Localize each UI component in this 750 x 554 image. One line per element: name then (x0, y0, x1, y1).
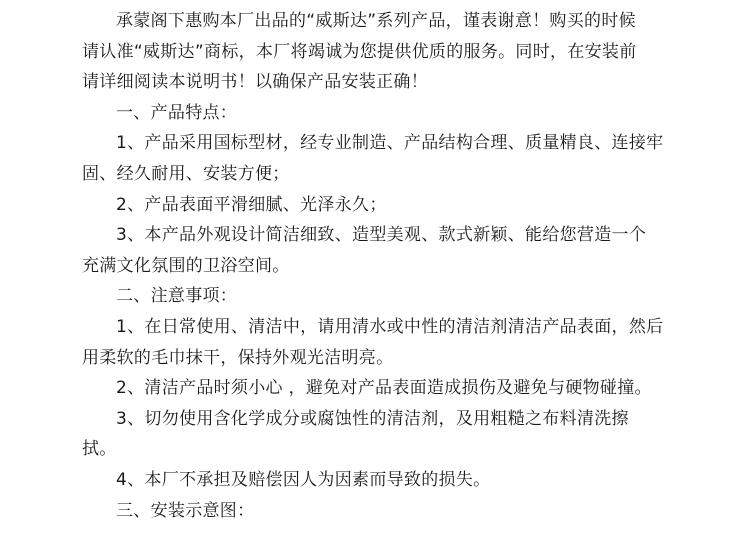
feature-item-1-line-1: 1、产品采用国标型材，经专业制造、产品结构合理、质量精良、连接牢 (116, 133, 664, 154)
feature-item-2: 2、产品表面平滑细腻、光泽永久； (116, 194, 387, 215)
intro-line-3: 请详细阅读本说明书！以确保产品安装正确！ (82, 72, 428, 93)
feature-item-3-line-2: 充满文化氛围的卫浴空间。 (82, 255, 290, 276)
precaution-item-1-line-1: 1、在日常使用、清洁中，请用清水或中性的清洁剂清洁产品表面，然后 (116, 316, 664, 337)
instruction-document (82, 6, 682, 526)
intro-line-1: 承蒙阁下惠购本厂出品的“威斯达”系列产品，谨表谢意！购买的时候 (116, 11, 636, 31)
precaution-item-3-line-1: 3、切勿使用含化学成分或腐蚀性的清洁剂，及用粗糙之布料清洗擦 (116, 408, 629, 429)
feature-item-1-line-2: 固、经久耐用、安装方便； (82, 163, 290, 184)
precaution-item-1-line-2: 用柔软的毛巾抹干，保持外观光洁明亮。 (82, 347, 394, 368)
section-heading-precautions: 二、注意事项： (116, 286, 238, 307)
precaution-item-3-line-2: 拭。 (82, 439, 117, 460)
precaution-item-4: 4、本厂不承担及赔偿因人为因素而导致的损失。 (116, 469, 491, 490)
precaution-item-2: 2、清洁产品时须小心 ，避免对产品表面造成损伤及避免与硬物碰撞。 (116, 378, 652, 399)
section-heading-installation: 三、安装示意图： (116, 500, 255, 521)
feature-item-3-line-1: 3、本产品外观设计简洁细致、造型美观、款式新颖、能给您营造一个 (116, 225, 647, 246)
section-heading-features: 一、产品特点： (116, 102, 238, 123)
intro-line-2: 请认准“威斯达”商标，本厂将竭诚为您提供优质的服务。同时，在安装前 (82, 41, 637, 62)
